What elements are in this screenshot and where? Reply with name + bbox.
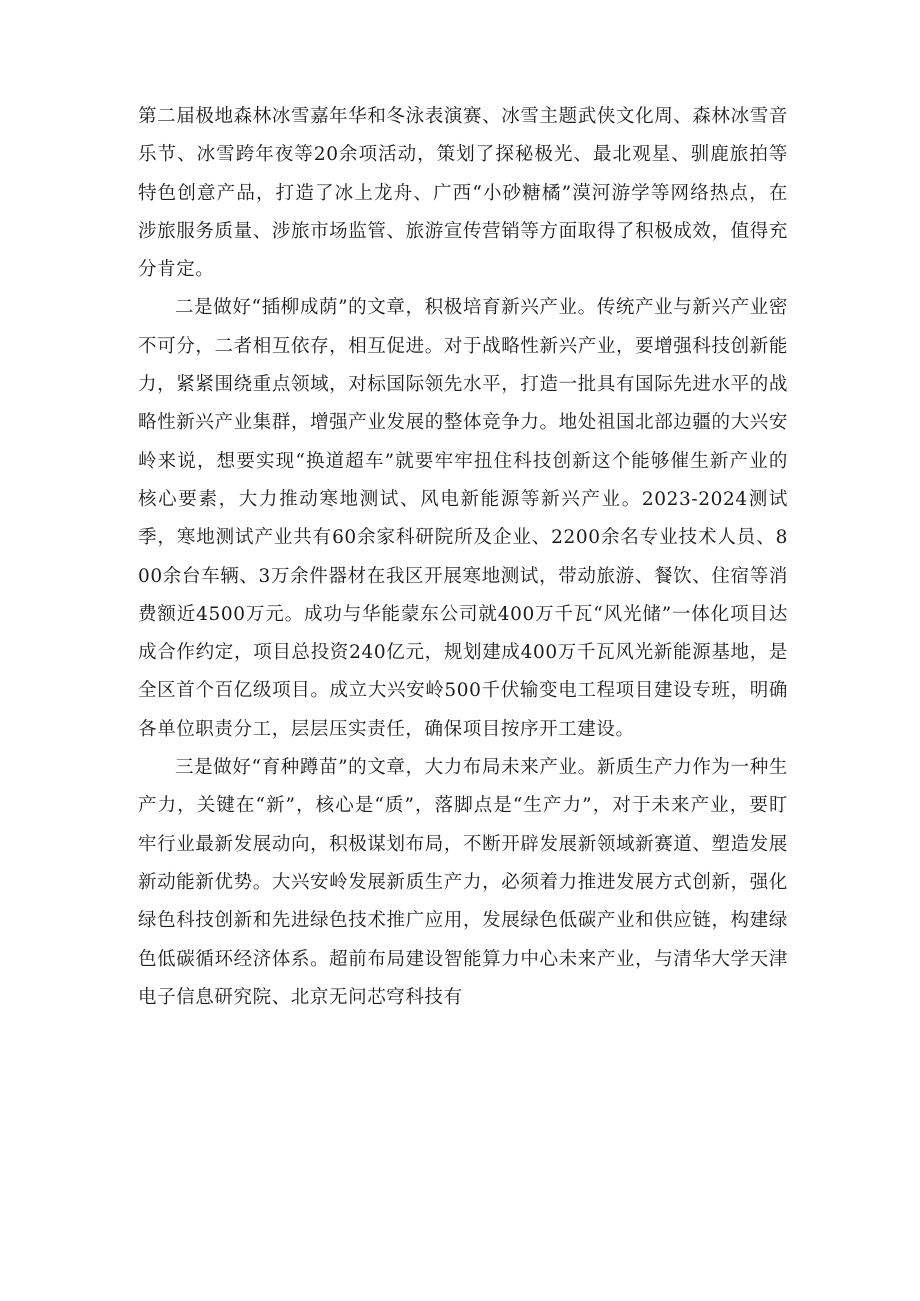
paragraph-2: 二是做好“插柳成荫”的文章，积极培育新兴产业。传统产业与新兴产业密不可分，二者相互依存，相互促进。对于战略性新兴产业，要增强科技创新能力，紧紧围绕重点领域，对标国际领先水平，打造一批具有国际先进水平的战略性新兴产业集群，增强产业发展的整体竞争力。地处祖国北部边疆的大兴安岭来说，想要实现“换道超车”就要牢牢扭住科技创新这个能够催生新产业的核心要素，大力推动寒地测试、风电新能源等新兴产业。2023-2024测试季，寒地测试产业共有60余家科研院所及企业、2200余名专业技术人员、800余台车辆、3万余件器材在我区开展寒地测试，带动旅游、餐饮、住宿等消费额近4500万元。成功与华能蒙东公司就400万千瓦“风光储”一体化项目达成合作约定，项目总投资240亿元，规划建成400万千瓦风光新能源基地，是全区首个百亿级项目。成立大兴安岭500千伏输变电工程项目建设专班，明确各单位职责分工，层层压实责任，确保项目按序开工建设。 [138, 297, 788, 740]
paragraph-1: 第二届极地森林冰雪嘉年华和冬泳表演赛、冰雪主题武侠文化周、森林冰雪音乐节、冰雪跨年夜等20余项活动，策划了探秘极光、最北观星、驯鹿旅拍等特色创意产品，打造了冰上龙舟、广西“小砂糖橘”漠河游学等网络热点，在涉旅服务质量、涉旅市场监管、旅游宣传营销等方面取得了积极成效，值得充分肯定。 [138, 106, 788, 281]
paragraph-3: 三是做好“育种蹲苗”的文章，大力布局未来产业。新质生产力作为一种生产力，关键在“新”，核心是“质”，落脚点是“生产力”，对于未来产业，要盯牢行业最新发展动向，积极谋划布局，不断开辟发展新领域新赛道、塑造发展新动能新优势。大兴安岭发展新质生产力，必须着力推进发展方式创新，强化绿色科技创新和先进绿色技术推广应用，发展绿色低碳产业和供应链，构建绿色低碳循环经济体系。超前布局建设智能算力中心未来产业，与清华大学天津电子信息研究院、北京无问芯穹科技有 [138, 757, 788, 1008]
document-body [138, 98, 788, 1017]
